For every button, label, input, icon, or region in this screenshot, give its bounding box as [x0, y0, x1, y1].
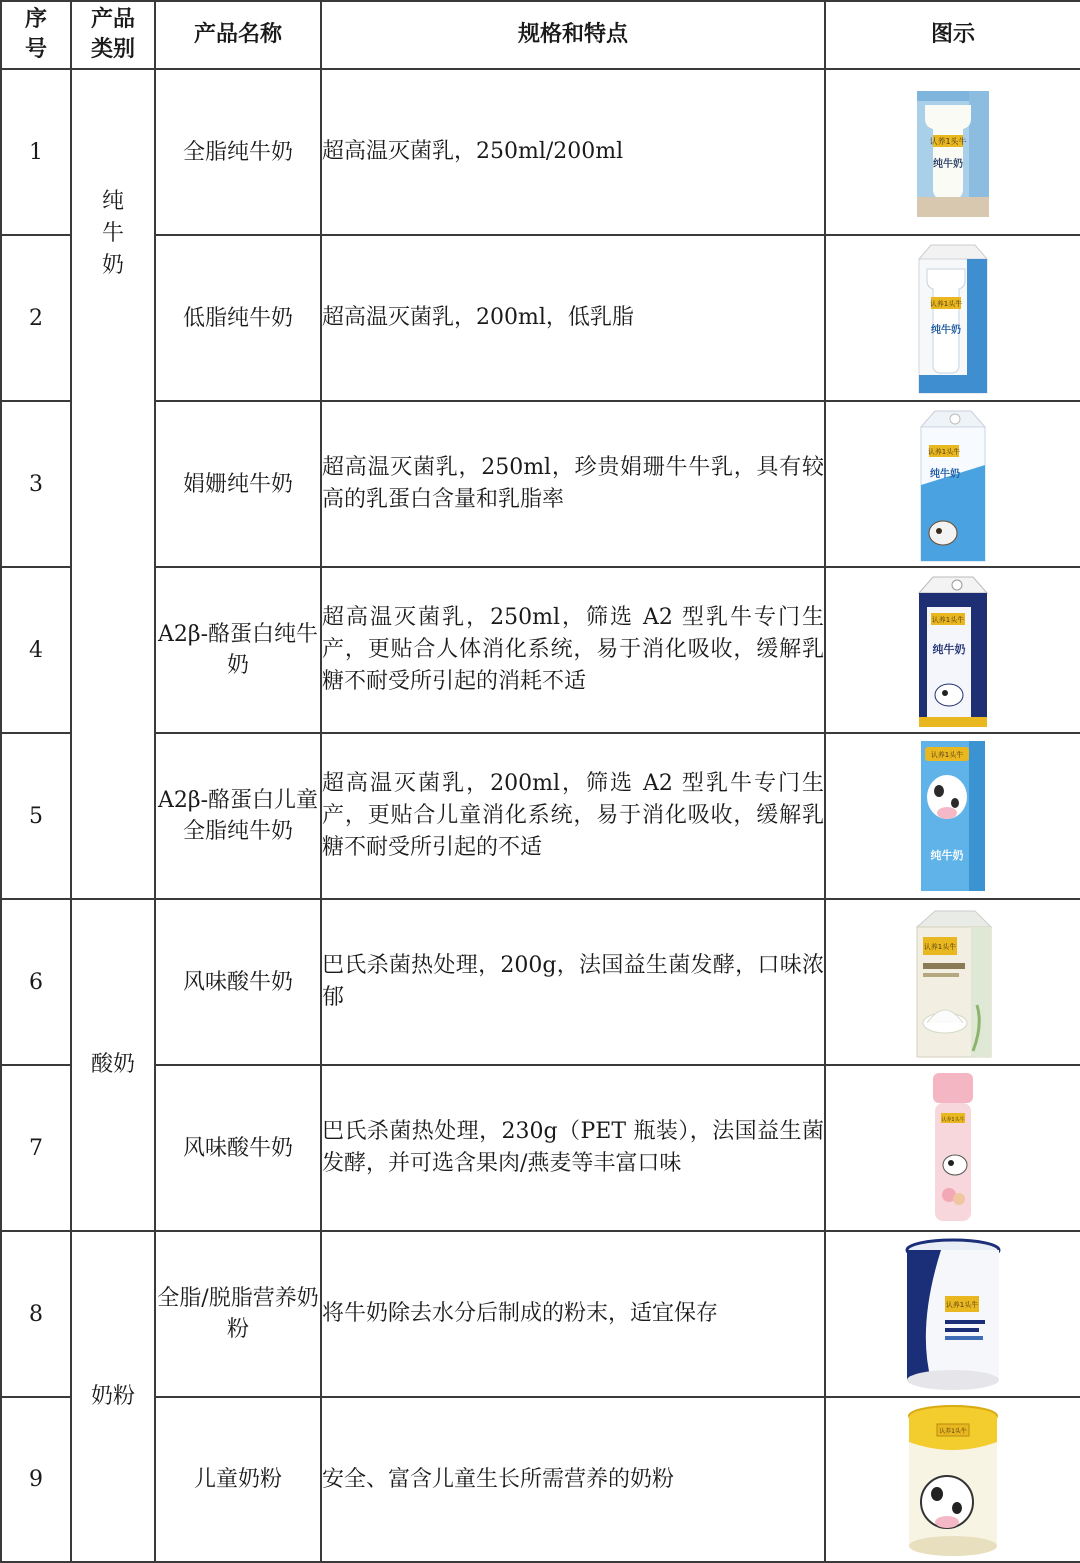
product-image-cell: [825, 733, 1080, 899]
category-milk-powder: 奶粉: [71, 1231, 155, 1562]
row-seq: 8: [1, 1231, 71, 1397]
product-spec: 巴氏杀菌热处理，230g（PET 瓶装），法国益生菌发酵，并可选含果肉/燕麦等丰富口味: [321, 1065, 825, 1231]
milk-carton-image: [913, 571, 993, 729]
row-seq: 1: [1, 69, 71, 235]
table-row: [1, 1065, 1080, 1231]
carton-brand-text: 认养1头牛: [931, 616, 965, 624]
header-category: 产品类别: [71, 1, 155, 69]
header-seq: 序号: [1, 1, 71, 69]
table-row: [1, 899, 1080, 1065]
row-seq: 4: [1, 567, 71, 733]
carton-product-text: 纯牛奶: [930, 469, 960, 480]
product-image-cell: [825, 235, 1080, 401]
carton-brand-text: 认养1头牛: [923, 942, 957, 951]
carton-brand-text: 认养1头牛: [930, 751, 964, 759]
product-name: A2β-酪蛋白儿童全脂纯牛奶: [155, 733, 321, 899]
table-body: [1, 69, 1080, 1562]
header-name: 产品名称: [155, 1, 321, 69]
table-row: [1, 401, 1080, 567]
header-row: [1, 1, 1080, 69]
category-yogurt: 酸奶: [71, 899, 155, 1231]
yogurt-carton-image: [911, 905, 995, 1060]
table-row: [1, 69, 1080, 235]
product-image-cell: [825, 567, 1080, 733]
row-seq: 3: [1, 401, 71, 567]
milk-carton-image: [917, 737, 989, 895]
product-spec: 超高温灭菌乳，250ml，筛选 A2 型乳牛专门生产，更贴合人体消化系统，易于消化吸收，缓解乳糖不耐受所引起的消耗不适: [321, 567, 825, 733]
product-spec: 超高温灭菌乳，250ml，珍贵娟珊牛牛乳，具有较高的乳蛋白含量和乳脂率: [321, 401, 825, 567]
product-name: 风味酸牛奶: [155, 899, 321, 1065]
carton-product-text: 纯牛奶: [930, 849, 964, 862]
header-image: 图示: [825, 1, 1080, 69]
header-spec: 规格和特点: [321, 1, 825, 69]
carton-product-text: 纯牛奶: [931, 324, 961, 336]
product-name: 风味酸牛奶: [155, 1065, 321, 1231]
product-image-cell: [825, 1065, 1080, 1231]
product-name: A2β-酪蛋白纯牛奶: [155, 567, 321, 733]
table-header: [1, 1, 1080, 69]
product-name: 娟姗纯牛奶: [155, 401, 321, 567]
row-seq: 6: [1, 899, 71, 1065]
table-row: [1, 235, 1080, 401]
bottle-brand-text: 认养1头牛: [941, 1117, 965, 1123]
row-seq: 5: [1, 733, 71, 899]
can-brand-text: 认养1头牛: [945, 1301, 979, 1309]
product-spec: 超高温灭菌乳，250ml/200ml: [321, 69, 825, 235]
row-seq: 7: [1, 1065, 71, 1231]
product-name: 全脂/脱脂营养奶粉: [155, 1231, 321, 1397]
carton-brand-text: 认养1头牛: [929, 136, 967, 146]
product-spec: 超高温灭菌乳，200ml，低乳脂: [321, 235, 825, 401]
product-image-cell: [825, 1231, 1080, 1397]
product-spec: 将牛奶除去水分后制成的粉末，适宜保存: [321, 1231, 825, 1397]
product-spec: 超高温灭菌乳，200ml，筛选 A2 型乳牛专门生产，更贴合儿童消化系统，易于消化吸收，缓解乳糖不耐受所引起的不适: [321, 733, 825, 899]
table-row: [1, 1397, 1080, 1562]
carton-product-text: 纯牛奶: [933, 158, 963, 170]
product-image-cell: [825, 401, 1080, 567]
category-pure-milk: 纯牛奶: [71, 69, 155, 899]
table-row: [1, 567, 1080, 733]
row-seq: 9: [1, 1397, 71, 1562]
table-row: [1, 1231, 1080, 1397]
row-seq: 2: [1, 235, 71, 401]
product-name: 低脂纯牛奶: [155, 235, 321, 401]
can-brand-text: 认养1头牛: [939, 1427, 967, 1435]
product-image-cell: [825, 899, 1080, 1065]
yogurt-bottle-image: [925, 1069, 981, 1227]
product-spec: 安全、富含儿童生长所需营养的奶粉: [321, 1397, 825, 1562]
carton-brand-text: 认养1头牛: [927, 448, 961, 456]
product-image-cell: [825, 1397, 1080, 1562]
table-row: [1, 733, 1080, 899]
product-name: 全脂纯牛奶: [155, 69, 321, 235]
milk-carton-image: [913, 241, 993, 396]
kids-milk-powder-can-image: [903, 1402, 1003, 1558]
product-spec: 巴氏杀菌热处理，200g，法国益生菌发酵，口味浓郁: [321, 899, 825, 1065]
milk-powder-can-image: [901, 1236, 1005, 1392]
product-image-cell: [825, 69, 1080, 235]
product-name: 儿童奶粉: [155, 1397, 321, 1562]
carton-product-text: 纯牛奶: [932, 643, 966, 656]
milk-carton-image: [913, 85, 993, 220]
milk-carton-image: [915, 405, 991, 563]
carton-brand-text: 认养1头牛: [929, 299, 963, 308]
